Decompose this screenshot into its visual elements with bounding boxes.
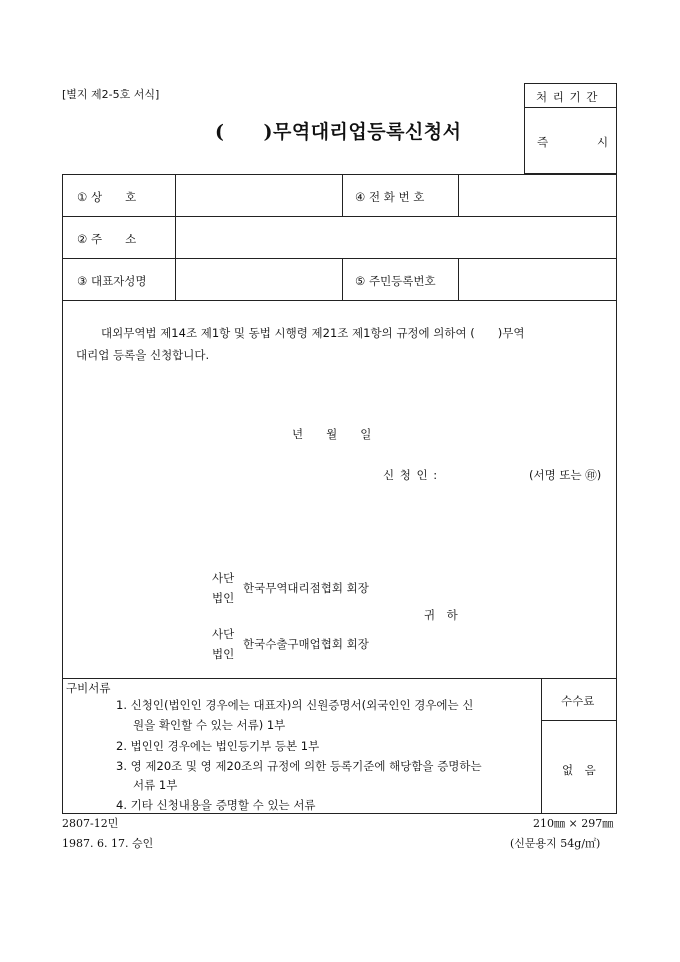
document-item-2: 2. 법인인 경우에는 법인등기부 등본 1부 bbox=[116, 739, 320, 753]
resident-number-label: ⑤ 주민등록번호 bbox=[355, 274, 436, 288]
form-title: ( )무역대리업등록신청서 bbox=[215, 121, 462, 143]
resident-number-field[interactable] bbox=[459, 260, 616, 298]
processing-period-value-a: 즉 bbox=[537, 135, 549, 149]
paper-type: (신문용지 54g/㎡) bbox=[510, 837, 601, 850]
trade-name-field[interactable] bbox=[176, 176, 341, 214]
org1-prefix-b: 법인 bbox=[212, 591, 235, 605]
processing-period-label: 처 리 기 간 bbox=[536, 90, 599, 104]
document-item-3-line2: 서류 1부 bbox=[133, 778, 178, 792]
representative-label: ③ 대표자성명 bbox=[77, 274, 147, 288]
form-number: [별지 제2-5호 서식] bbox=[62, 88, 160, 101]
form-code: 2807-12민 bbox=[62, 817, 119, 830]
document-item-3-line1: 3. 영 제20조 및 영 제20조의 규정에 의한 등록기준에 해당함을 증명하는 bbox=[116, 759, 482, 773]
org1-name: 한국무역대리점협회 회장 bbox=[243, 581, 369, 595]
document-item-1-line1: 1. 신청인(법인인 경우에는 대표자)의 신원증명서(외국인인 경우에는 신 bbox=[116, 698, 474, 712]
trade-name-label: ① 상 호 bbox=[77, 190, 137, 204]
application-date: 년 월 일 bbox=[292, 427, 372, 441]
processing-period-value-b: 시 bbox=[597, 135, 609, 149]
applicant-label: 신 청 인 : bbox=[383, 468, 439, 482]
fee-value: 없 음 bbox=[562, 763, 596, 777]
document-item-4: 4. 기타 신청내용을 증명할 수 있는 서류 bbox=[116, 798, 316, 812]
application-text-line2: 대리업 등록을 신청합니다. bbox=[76, 348, 210, 362]
org2-prefix-a: 사단 bbox=[212, 627, 235, 641]
approval-date: 1987. 6. 17. 승인 bbox=[62, 837, 154, 850]
fee-label: 수수료 bbox=[561, 694, 595, 708]
document-item-1-line2: 원을 확인할 수 있는 서류) 1부 bbox=[133, 718, 286, 732]
org2-prefix-b: 법인 bbox=[212, 647, 235, 661]
signature-label: (서명 또는 ㊞) bbox=[529, 468, 602, 482]
application-text-line1: 대외무역법 제14조 제1항 및 동법 시행령 제21조 제1항의 규정에 의하여 ( )무역 bbox=[101, 326, 525, 340]
org1-prefix-a: 사단 bbox=[212, 571, 235, 585]
addressee-label: 귀 하 bbox=[424, 608, 458, 622]
documents-heading: 구비서류 bbox=[66, 681, 111, 695]
representative-field[interactable] bbox=[176, 260, 341, 298]
phone-label: ④ 전 화 번 호 bbox=[355, 190, 425, 204]
phone-field[interactable] bbox=[459, 176, 616, 214]
address-label: ② 주 소 bbox=[77, 232, 137, 246]
paper-size: 210㎜ × 297㎜ bbox=[533, 817, 614, 830]
org2-name: 한국수출구매업협회 회장 bbox=[243, 637, 369, 651]
address-field[interactable] bbox=[176, 218, 616, 256]
